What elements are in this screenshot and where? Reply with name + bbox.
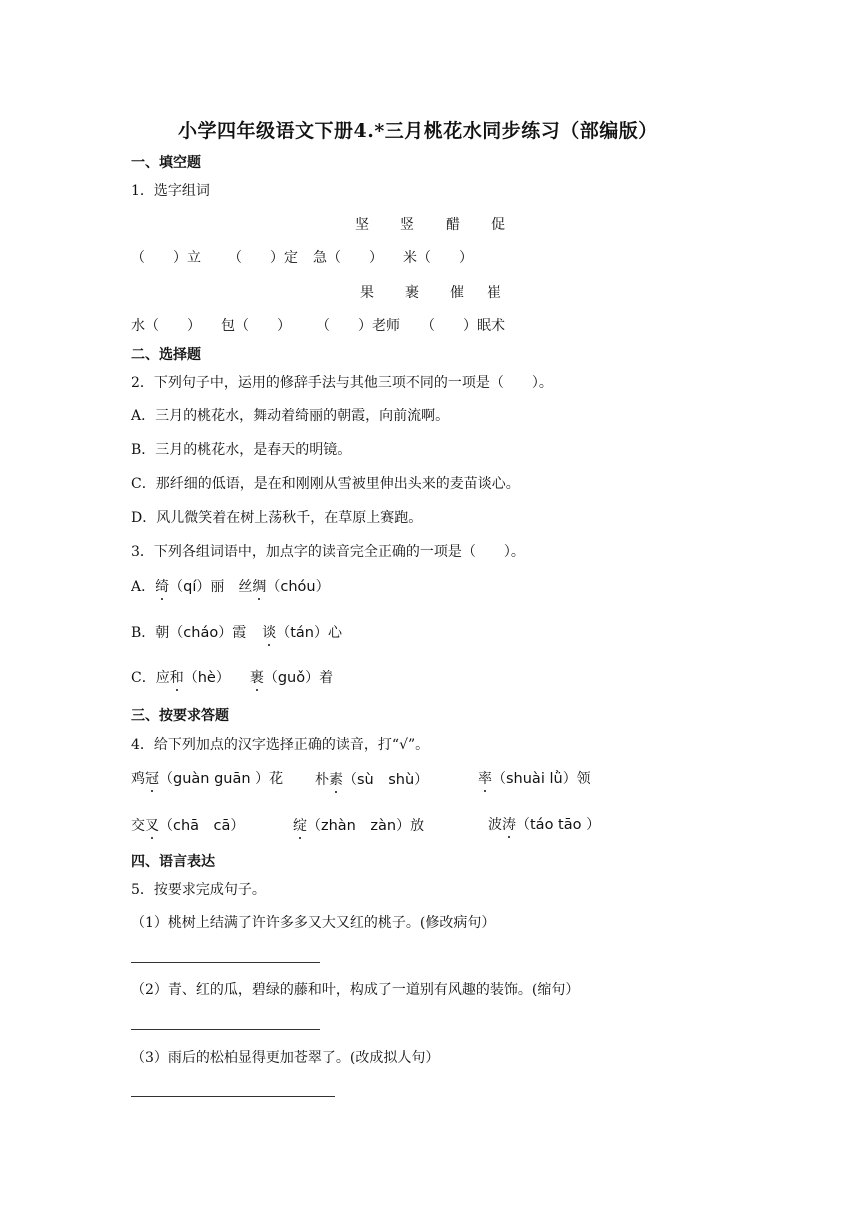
text: （ <box>159 818 173 834</box>
option-label: C． <box>131 670 156 686</box>
option-label: B． <box>131 625 156 641</box>
text: ）心 <box>313 625 342 641</box>
text: ）霞 <box>218 625 247 641</box>
dotted-char: 裹 <box>250 667 264 687</box>
text: （ <box>183 670 198 686</box>
text: ）放 <box>396 818 425 834</box>
section-heading-fill-in: 一、填空题 <box>131 155 201 171</box>
pinyin: cháo <box>183 625 219 641</box>
text: 波 <box>488 817 502 833</box>
q1-option-char: 竖 <box>400 217 414 233</box>
pinyin: guàn guān <box>173 771 256 787</box>
text: （ <box>169 625 184 641</box>
q3-option-a <box>131 576 330 596</box>
answer-line[interactable] <box>131 1029 320 1030</box>
text: （ <box>516 817 530 833</box>
text: ） <box>230 818 245 834</box>
q1-blank-item: 急（ ） <box>313 250 383 266</box>
q1-option-char: 催 <box>450 285 464 301</box>
question-3-stem: 3．下列各组词语中，加点字的读音完全正确的一项是（ ）。 <box>131 544 525 560</box>
text: （ <box>159 771 173 787</box>
q4-item <box>131 768 283 788</box>
q3-option-c <box>131 667 333 687</box>
question-2-stem: 2．下列句子中，运用的修辞手法与其他三项不同的一项是（ ）。 <box>131 375 553 391</box>
q1-option-char: 崔 <box>487 285 501 301</box>
pinyin: chā cā <box>173 818 231 834</box>
q1-option-char: 果 <box>360 285 374 301</box>
text: ） <box>586 817 601 833</box>
text: ）着 <box>305 670 334 686</box>
answer-line[interactable] <box>131 1096 335 1097</box>
text: ）花 <box>255 771 284 787</box>
pinyin: zhàn zàn <box>321 818 397 834</box>
q1-option-char: 醋 <box>446 217 460 233</box>
q4-item <box>131 814 244 835</box>
pinyin: tán <box>290 625 314 641</box>
text: （ <box>276 625 291 641</box>
text: 鸡 <box>131 771 145 787</box>
pinyin: sù shù <box>357 772 415 788</box>
q1-blank-item: （ ）立 <box>131 250 201 266</box>
section-heading-choice: 二、选择题 <box>131 347 201 363</box>
text: （ <box>266 579 281 595</box>
dotted-char: 绮 <box>155 576 169 596</box>
answer-line[interactable] <box>131 962 320 963</box>
dotted-char: 绸 <box>252 576 266 596</box>
text: ）丽 <box>196 579 225 595</box>
text: 朴 <box>315 772 329 788</box>
q5-item-1: （1）桃树上结满了许许多多又大又红的桃子。(修改病句） <box>131 915 496 931</box>
question-1-stem: 1．选字组词 <box>131 183 210 199</box>
q2-option-d: D．风儿微笑着在树上荡秋千，在草原上赛跑。 <box>131 510 423 526</box>
text: （ <box>307 818 321 834</box>
q1-blank-item: （ ）老师 <box>316 318 400 334</box>
pinyin: hè <box>197 670 216 686</box>
text: （ <box>169 579 184 595</box>
q4-item <box>315 768 428 789</box>
q2-option-b: B．三月的桃花水，是春天的明镜。 <box>131 442 352 458</box>
q1-blank-item: 包（ ） <box>221 318 291 334</box>
q1-option-char: 裹 <box>405 285 419 301</box>
q1-blank-item: （ ）定 <box>228 250 298 266</box>
q1-blank-item: （ ）眠术 <box>421 318 505 334</box>
question-5-stem: 5．按要求完成句子。 <box>131 882 266 898</box>
option-label: A． <box>131 579 156 595</box>
dotted-char: 和 <box>170 667 184 687</box>
q4-item <box>478 768 591 788</box>
q5-item-2: （2）青、红的瓜，碧绿的藤和叶，构成了一道别有风趣的装饰。(缩句） <box>131 982 580 998</box>
dotted-char: 绽 <box>293 815 307 835</box>
q4-item <box>293 814 424 835</box>
pinyin: guǒ <box>277 670 306 686</box>
pinyin: chóu <box>280 579 316 595</box>
pinyin: shuài lǜ <box>506 771 563 787</box>
text: 朝 <box>155 625 170 641</box>
q1-option-char: 坚 <box>355 217 369 233</box>
text: ） <box>315 579 330 595</box>
q1-blank-item: 水（ ） <box>131 318 201 334</box>
pinyin: táo tāo <box>530 817 587 833</box>
q2-option-a: A．三月的桃花水，舞动着绮丽的朝霞，向前流啊。 <box>131 408 450 424</box>
text: 交 <box>131 818 145 834</box>
q3-option-b <box>131 622 342 642</box>
text: ）领 <box>562 771 591 787</box>
dotted-char: 冠 <box>145 768 159 788</box>
text: 应 <box>155 670 170 686</box>
dotted-char: 素 <box>329 769 343 789</box>
text: ） <box>414 772 429 788</box>
dotted-char: 叉 <box>145 815 159 835</box>
text: （ <box>263 670 278 686</box>
pinyin: qí <box>183 579 197 595</box>
q2-option-c: C．那纤细的低语，是在和刚刚从雪被里伸出头来的麦苗谈心。 <box>131 476 520 492</box>
text: ） <box>215 670 230 686</box>
dotted-char: 谈 <box>262 622 276 642</box>
text: （ <box>492 771 506 787</box>
dotted-char: 率 <box>478 768 492 788</box>
text: （ <box>343 772 357 788</box>
question-4-stem: 4．给下列加点的汉字选择正确的读音，打“√”。 <box>131 737 430 753</box>
page-title: 小学四年级语文下册4.*三月桃花水同步练习（部编版） <box>178 120 658 142</box>
section-heading-expression: 四、语言表达 <box>131 854 215 870</box>
text: 丝 <box>238 579 253 595</box>
q1-blank-item: 米（ ） <box>403 250 473 266</box>
q5-item-3: （3）雨后的松柏显得更加苍翠了。(改成拟人句） <box>131 1050 440 1066</box>
q1-option-char: 促 <box>491 217 505 233</box>
section-heading-answer: 三、按要求答题 <box>131 708 229 724</box>
dotted-char: 涛 <box>502 814 516 834</box>
q4-item <box>488 814 600 834</box>
